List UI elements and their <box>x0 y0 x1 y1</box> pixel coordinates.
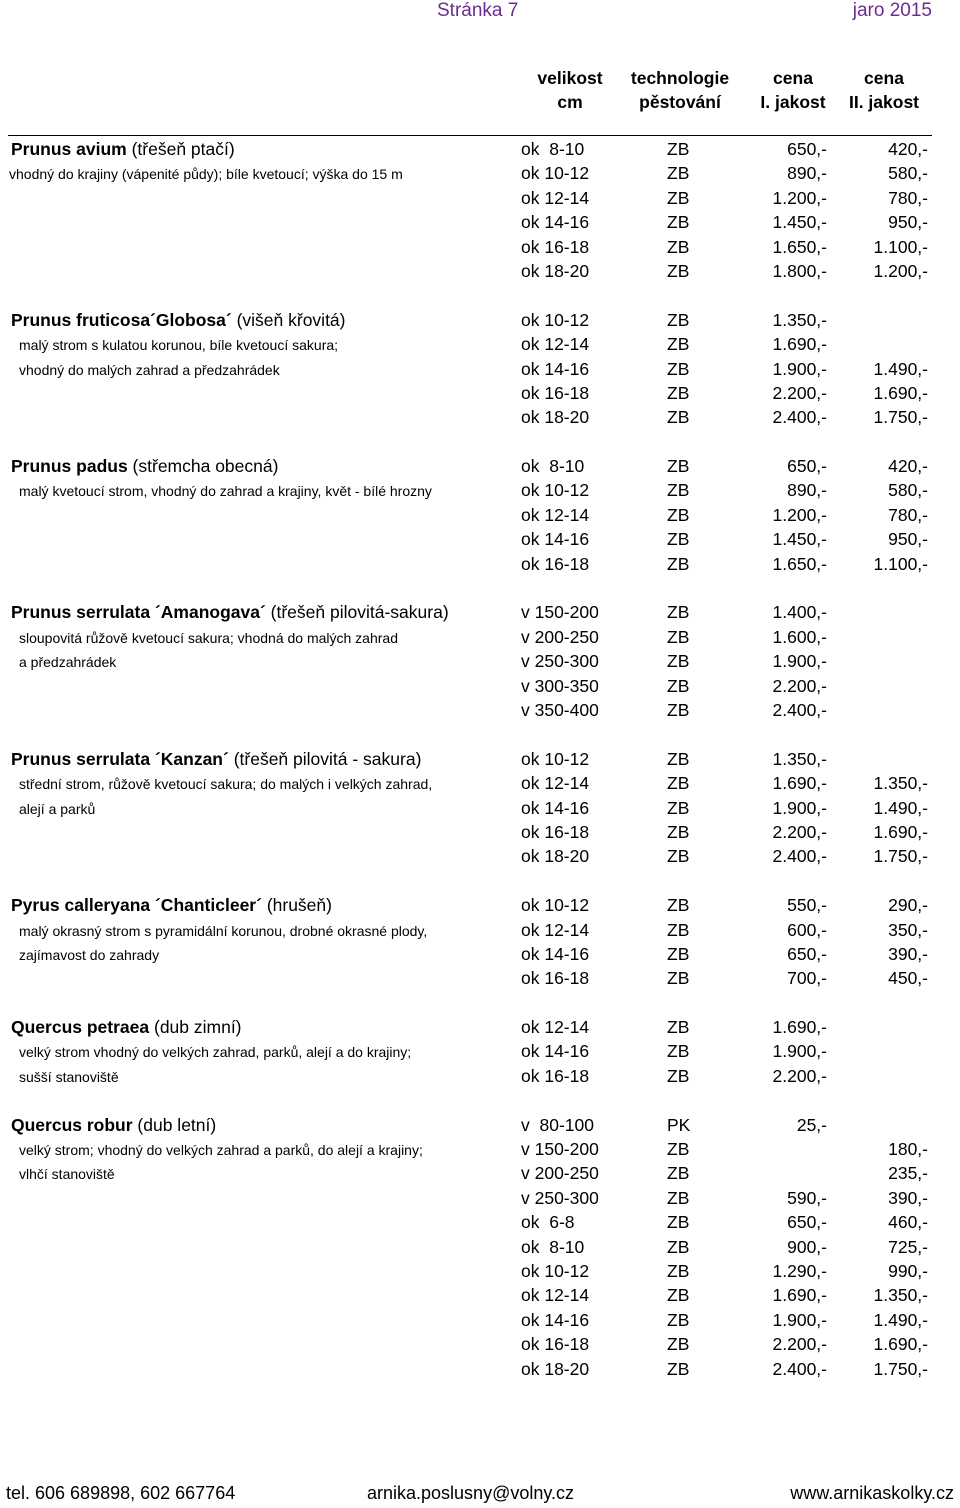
plant-title <box>11 1115 216 1136</box>
plant-description: sloupovitá růžově kvetoucí sakura; vhodná do malých zahrad <box>19 629 398 646</box>
plant-description: velký strom; vhodný do velkých zahrad a parků, do alejí a krajiny; <box>19 1142 423 1159</box>
column-header-price-2-line1: cena <box>864 68 904 88</box>
plant-description: malý strom s kulatou korunou, bíle kvetoucí sakura; <box>19 337 339 354</box>
cell-size: v 250-300 <box>521 1187 599 1208</box>
cell-price-2: 420,- <box>888 456 928 477</box>
cell-technology: ZB <box>667 1236 690 1257</box>
cell-size: ok 18-20 <box>521 1358 590 1379</box>
cell-size: v 80-100 <box>521 1114 594 1135</box>
cell-technology: ZB <box>667 236 690 257</box>
cell-size: ok 18-20 <box>521 407 590 428</box>
column-header-technology-line2: pěstování <box>639 92 721 112</box>
price-row <box>0 698 960 722</box>
cell-size: ok 12-14 <box>521 334 590 355</box>
cell-price-2: 780,- <box>888 187 928 208</box>
cell-size: ok 14-16 <box>521 212 590 233</box>
plant-name: Prunus serrulata ´Kanzan´ <box>11 748 229 769</box>
cell-price-1: 2.200,- <box>772 1334 827 1355</box>
plant-title <box>11 139 235 160</box>
plant-description: střední strom, růžově kvetoucí sakura; do malých i velkých zahrad, <box>19 776 433 793</box>
column-header-size-line1: velikost <box>537 68 603 88</box>
column-header-size-line2: cm <box>557 92 583 112</box>
entry-spacer <box>0 722 960 746</box>
cell-technology: ZB <box>667 187 690 208</box>
cell-price-2: 580,- <box>888 480 928 501</box>
price-row <box>0 1064 960 1088</box>
cell-technology: ZB <box>667 675 690 696</box>
cell-technology: ZB <box>667 1041 690 1062</box>
cell-price-2: 350,- <box>888 919 928 940</box>
cell-price-1: 1.690,- <box>772 773 827 794</box>
price-row <box>0 1210 960 1234</box>
plant-entry <box>0 1015 960 1088</box>
plant-entry <box>0 137 960 283</box>
cell-technology: PK <box>667 1114 691 1135</box>
price-row <box>0 1039 960 1063</box>
footer-email[interactable]: arnika.poslusny@volny.cz <box>367 1483 575 1503</box>
price-row <box>0 235 960 259</box>
cell-technology: ZB <box>667 139 690 159</box>
cell-size: ok 10-12 <box>521 895 590 916</box>
price-list <box>0 137 960 1381</box>
cell-price-1: 2.200,- <box>772 1065 827 1086</box>
plant-name: Prunus padus <box>11 456 128 477</box>
price-row <box>0 1015 960 1039</box>
plant-description: vlhčí stanoviště <box>19 1166 115 1183</box>
cell-price-1: 650,- <box>787 139 827 159</box>
footer-phone: tel. 606 689898, 602 667764 <box>6 1483 236 1503</box>
plant-entry <box>0 747 960 869</box>
cell-size: ok 12-14 <box>521 504 590 525</box>
cell-price-1: 1.900,- <box>772 651 827 672</box>
cell-price-2: 1.350,- <box>873 773 928 794</box>
cell-technology: ZB <box>667 163 690 184</box>
column-header-price-2-line2: II. jakost <box>848 92 920 112</box>
cell-price-2: 580,- <box>888 163 928 184</box>
price-row <box>0 552 960 576</box>
column-header-technology <box>620 66 740 114</box>
header-divider <box>8 135 932 136</box>
cell-price-2: 1.350,- <box>873 1285 928 1306</box>
cell-price-1: 650,- <box>787 1212 827 1233</box>
plant-name: Quercus petraea <box>11 1017 150 1038</box>
cell-price-1: 700,- <box>787 968 827 989</box>
cell-technology: ZB <box>667 480 690 501</box>
plant-common-name: (dub zimní) <box>149 1017 242 1038</box>
price-row <box>0 332 960 356</box>
cell-price-1: 1.650,- <box>772 236 827 257</box>
entry-spacer <box>0 869 960 893</box>
price-row <box>0 747 960 771</box>
cell-price-2: 450,- <box>888 968 928 989</box>
price-row <box>0 1137 960 1161</box>
cell-size: ok 8-10 <box>521 1236 585 1257</box>
price-row <box>0 674 960 698</box>
cell-price-1: 1.450,- <box>772 529 827 550</box>
plant-description: zajímavost do zahrady <box>19 946 160 963</box>
price-row <box>0 893 960 917</box>
plant-description: velký strom vhodný do velkých zahrad, parků, alejí a do krajiny; <box>19 1044 412 1061</box>
price-row <box>0 1113 960 1137</box>
cell-price-1: 1.600,- <box>772 626 827 647</box>
cell-size: ok 12-14 <box>521 1285 590 1306</box>
price-row <box>0 161 960 185</box>
cell-price-1: 650,- <box>787 943 827 964</box>
cell-price-2: 950,- <box>888 529 928 550</box>
cell-price-1: 2.400,- <box>772 699 827 720</box>
plant-title <box>11 456 278 477</box>
cell-technology: ZB <box>667 1187 690 1208</box>
plant-name: Pyrus calleryana ´Chanticleer´ <box>11 895 262 916</box>
cell-price-2: 1.750,- <box>873 846 928 867</box>
cell-size: ok 18-20 <box>521 260 590 281</box>
plant-description: malý okrasný strom s pyramidální korunou, drobné okrasné plody, <box>19 922 428 939</box>
cell-price-1: 1.800,- <box>772 260 827 281</box>
column-header-price-2 <box>837 66 931 114</box>
column-header-price-1-line1: cena <box>773 68 813 88</box>
cell-size: ok 12-14 <box>521 1017 590 1038</box>
cell-technology: ZB <box>667 504 690 525</box>
cell-size: ok 14-16 <box>521 358 590 379</box>
price-row <box>0 649 960 673</box>
cell-price-2: 290,- <box>888 895 928 916</box>
entry-spacer <box>0 991 960 1015</box>
page-number: Stránka 7 <box>437 0 519 21</box>
cell-price-1: 2.400,- <box>772 1358 827 1379</box>
cell-size: ok 10-12 <box>521 1260 590 1281</box>
price-row <box>0 405 960 429</box>
cell-technology: ZB <box>667 260 690 281</box>
cell-price-1: 1.900,- <box>772 1041 827 1062</box>
plant-description: vhodný do krajiny (vápenité půdy); bíle kvetoucí; výška do 15 m <box>9 166 403 183</box>
cell-price-1: 1.690,- <box>772 1017 827 1038</box>
cell-size: ok 14-16 <box>521 943 590 964</box>
column-header-size <box>528 66 612 114</box>
cell-technology: ZB <box>667 895 690 916</box>
cell-price-2: 1.690,- <box>873 1334 928 1355</box>
plant-title <box>11 895 332 916</box>
price-row <box>0 308 960 332</box>
cell-technology: ZB <box>667 1163 690 1184</box>
plant-entry <box>0 454 960 576</box>
cell-price-2: 950,- <box>888 212 928 233</box>
cell-price-2: 390,- <box>888 1187 928 1208</box>
cell-technology: ZB <box>667 1334 690 1355</box>
cell-price-1: 1.900,- <box>772 358 827 379</box>
plant-common-name: (hrušeň) <box>261 895 332 916</box>
cell-size: ok 18-20 <box>521 846 590 867</box>
cell-size: v 200-250 <box>521 626 599 647</box>
cell-size: ok 12-14 <box>521 773 590 794</box>
season-label: jaro 2015 <box>852 0 932 21</box>
cell-price-1: 650,- <box>787 456 827 477</box>
cell-technology: ZB <box>667 1285 690 1306</box>
price-row <box>0 1259 960 1283</box>
cell-technology: ZB <box>667 1065 690 1086</box>
cell-price-2: 1.750,- <box>873 1358 928 1379</box>
cell-price-1: 1.450,- <box>772 212 827 233</box>
price-row <box>0 527 960 551</box>
cell-price-2: 780,- <box>888 504 928 525</box>
cell-size: ok 16-18 <box>521 821 590 842</box>
cell-price-2: 1.100,- <box>873 553 928 574</box>
cell-size: ok 16-18 <box>521 1065 590 1086</box>
cell-size: ok 14-16 <box>521 1309 590 1330</box>
cell-size: ok 16-18 <box>521 1334 590 1355</box>
cell-price-1: 1.690,- <box>772 1285 827 1306</box>
cell-price-1: 590,- <box>787 1187 827 1208</box>
cell-price-2: 1.200,- <box>873 260 928 281</box>
column-header-price-1 <box>752 66 834 114</box>
cell-technology: ZB <box>667 773 690 794</box>
cell-technology: ZB <box>667 797 690 818</box>
cell-size: v 250-300 <box>521 651 599 672</box>
cell-technology: ZB <box>667 651 690 672</box>
plant-description: sušší stanoviště <box>19 1068 119 1085</box>
cell-price-2: 1.100,- <box>873 236 928 257</box>
cell-price-1: 890,- <box>787 480 827 501</box>
price-row <box>0 844 960 868</box>
plant-common-name: (třešeň ptačí) <box>126 139 235 159</box>
cell-price-1: 1.350,- <box>772 309 827 330</box>
price-row <box>0 381 960 405</box>
cell-size: v 300-350 <box>521 675 599 696</box>
plant-description: a předzahrádek <box>19 654 117 671</box>
footer-website[interactable]: www.arnikaskolky.cz <box>790 1483 954 1503</box>
price-row <box>0 1357 960 1381</box>
plant-entry <box>0 600 960 722</box>
cell-technology: ZB <box>667 529 690 550</box>
price-row <box>0 918 960 942</box>
entry-spacer <box>0 576 960 600</box>
cell-price-2: 1.490,- <box>873 797 928 818</box>
cell-size: ok 10-12 <box>521 309 590 330</box>
cell-technology: ZB <box>667 943 690 964</box>
price-row <box>0 1186 960 1210</box>
cell-price-2: 1.690,- <box>873 821 928 842</box>
plant-name: Prunus fruticosa´Globosa´ <box>11 309 232 330</box>
cell-size: ok 10-12 <box>521 748 590 769</box>
price-row <box>0 1235 960 1259</box>
plant-name: Quercus robur <box>11 1114 133 1135</box>
cell-technology: ZB <box>667 748 690 769</box>
cell-technology: ZB <box>667 456 690 477</box>
cell-size: ok 8-10 <box>521 139 585 159</box>
cell-size: ok 14-16 <box>521 1041 590 1062</box>
cell-price-1: 1.200,- <box>772 504 827 525</box>
entry-spacer <box>0 1088 960 1112</box>
price-row <box>0 771 960 795</box>
price-row <box>0 966 960 990</box>
plant-common-name: (třešeň pilovitá - sakura) <box>228 748 422 769</box>
plant-description: vhodný do malých zahrad a předzahrádek <box>19 361 280 378</box>
cell-price-1: 2.200,- <box>772 675 827 696</box>
cell-size: v 150-200 <box>521 1139 599 1160</box>
price-row <box>0 1332 960 1356</box>
cell-price-1: 1.290,- <box>772 1260 827 1281</box>
price-row <box>0 1308 960 1332</box>
cell-size: ok 10-12 <box>521 163 590 184</box>
cell-size: ok 14-16 <box>521 797 590 818</box>
cell-price-1: 1.650,- <box>772 553 827 574</box>
price-row <box>0 796 960 820</box>
plant-common-name: (dub letní) <box>132 1114 217 1135</box>
cell-technology: ZB <box>667 821 690 842</box>
plant-description: malý kvetoucí strom, vhodný do zahrad a krajiny, květ - bílé hrozny <box>19 483 432 500</box>
price-row <box>0 942 960 966</box>
plant-description: alejí a parků <box>19 800 96 817</box>
plant-title <box>11 1017 242 1038</box>
cell-price-1: 1.200,- <box>772 187 827 208</box>
entry-spacer <box>0 283 960 307</box>
cell-technology: ZB <box>667 382 690 403</box>
cell-technology: ZB <box>667 968 690 989</box>
entry-spacer <box>0 430 960 454</box>
cell-size: ok 14-16 <box>521 529 590 550</box>
cell-technology: ZB <box>667 919 690 940</box>
price-row <box>0 600 960 624</box>
cell-size: v 150-200 <box>521 602 599 623</box>
plant-common-name: (višeň křovitá) <box>231 309 346 330</box>
cell-price-1: 2.400,- <box>772 846 827 867</box>
plant-entry <box>0 1113 960 1381</box>
cell-size: v 200-250 <box>521 1163 599 1184</box>
cell-price-2: 1.490,- <box>873 1309 928 1330</box>
plant-entry <box>0 893 960 991</box>
cell-price-1: 2.200,- <box>772 382 827 403</box>
cell-technology: ZB <box>667 1139 690 1160</box>
cell-price-2: 1.690,- <box>873 382 928 403</box>
cell-size: ok 6-8 <box>521 1212 575 1233</box>
cell-price-2: 1.750,- <box>873 407 928 428</box>
price-row <box>0 820 960 844</box>
plant-common-name: (třešeň pilovitá-sakura) <box>265 602 449 623</box>
plant-name: Prunus avium <box>11 139 127 159</box>
price-row <box>0 503 960 527</box>
cell-price-1: 550,- <box>787 895 827 916</box>
cell-price-2: 420,- <box>888 139 928 159</box>
plant-title <box>11 310 346 331</box>
plant-common-name: (střemcha obecná) <box>127 456 279 477</box>
cell-size: v 350-400 <box>521 699 599 720</box>
cell-technology: ZB <box>667 553 690 574</box>
cell-technology: ZB <box>667 407 690 428</box>
plant-entry <box>0 308 960 430</box>
price-row <box>0 259 960 283</box>
cell-technology: ZB <box>667 626 690 647</box>
cell-size: ok 16-18 <box>521 968 590 989</box>
price-row <box>0 478 960 502</box>
cell-technology: ZB <box>667 699 690 720</box>
cell-technology: ZB <box>667 602 690 623</box>
cell-price-1: 900,- <box>787 1236 827 1257</box>
column-header-price-1-line2: I. jakost <box>760 92 826 112</box>
price-row <box>0 1161 960 1185</box>
cell-price-2: 180,- <box>888 1139 928 1160</box>
cell-price-2: 990,- <box>888 1260 928 1281</box>
cell-price-2: 1.490,- <box>873 358 928 379</box>
price-row <box>0 186 960 210</box>
cell-technology: ZB <box>667 846 690 867</box>
cell-price-1: 1.400,- <box>772 602 827 623</box>
cell-price-1: 890,- <box>787 163 827 184</box>
cell-price-1: 1.900,- <box>772 1309 827 1330</box>
cell-technology: ZB <box>667 1212 690 1233</box>
cell-price-1: 1.350,- <box>772 748 827 769</box>
cell-price-2: 725,- <box>888 1236 928 1257</box>
price-row <box>0 625 960 649</box>
column-header-technology-line1: technologie <box>630 68 730 88</box>
price-row <box>0 357 960 381</box>
price-row <box>0 137 960 161</box>
cell-size: ok 16-18 <box>521 553 590 574</box>
cell-price-1: 1.690,- <box>772 334 827 355</box>
cell-size: ok 12-14 <box>521 919 590 940</box>
cell-technology: ZB <box>667 358 690 379</box>
cell-price-1: 25,- <box>796 1114 827 1135</box>
cell-size: ok 16-18 <box>521 236 590 257</box>
cell-size: ok 10-12 <box>521 480 590 501</box>
cell-technology: ZB <box>667 309 690 330</box>
price-row <box>0 1283 960 1307</box>
cell-technology: ZB <box>667 1260 690 1281</box>
cell-size: ok 16-18 <box>521 382 590 403</box>
plant-name: Prunus serrulata ´Amanogava´ <box>11 602 266 623</box>
plant-title <box>11 749 421 770</box>
cell-technology: ZB <box>667 334 690 355</box>
cell-size: ok 8-10 <box>521 456 585 477</box>
cell-technology: ZB <box>667 1309 690 1330</box>
cell-price-1: 2.400,- <box>772 407 827 428</box>
cell-price-2: 390,- <box>888 943 928 964</box>
price-row <box>0 454 960 478</box>
cell-price-1: 1.900,- <box>772 797 827 818</box>
price-row <box>0 210 960 234</box>
cell-size: ok 12-14 <box>521 187 590 208</box>
cell-price-1: 2.200,- <box>772 821 827 842</box>
plant-title <box>11 602 449 623</box>
cell-technology: ZB <box>667 1358 690 1379</box>
cell-price-2: 460,- <box>888 1212 928 1233</box>
cell-technology: ZB <box>667 1017 690 1038</box>
cell-price-1: 600,- <box>787 919 827 940</box>
cell-technology: ZB <box>667 212 690 233</box>
cell-price-2: 235,- <box>888 1163 928 1184</box>
